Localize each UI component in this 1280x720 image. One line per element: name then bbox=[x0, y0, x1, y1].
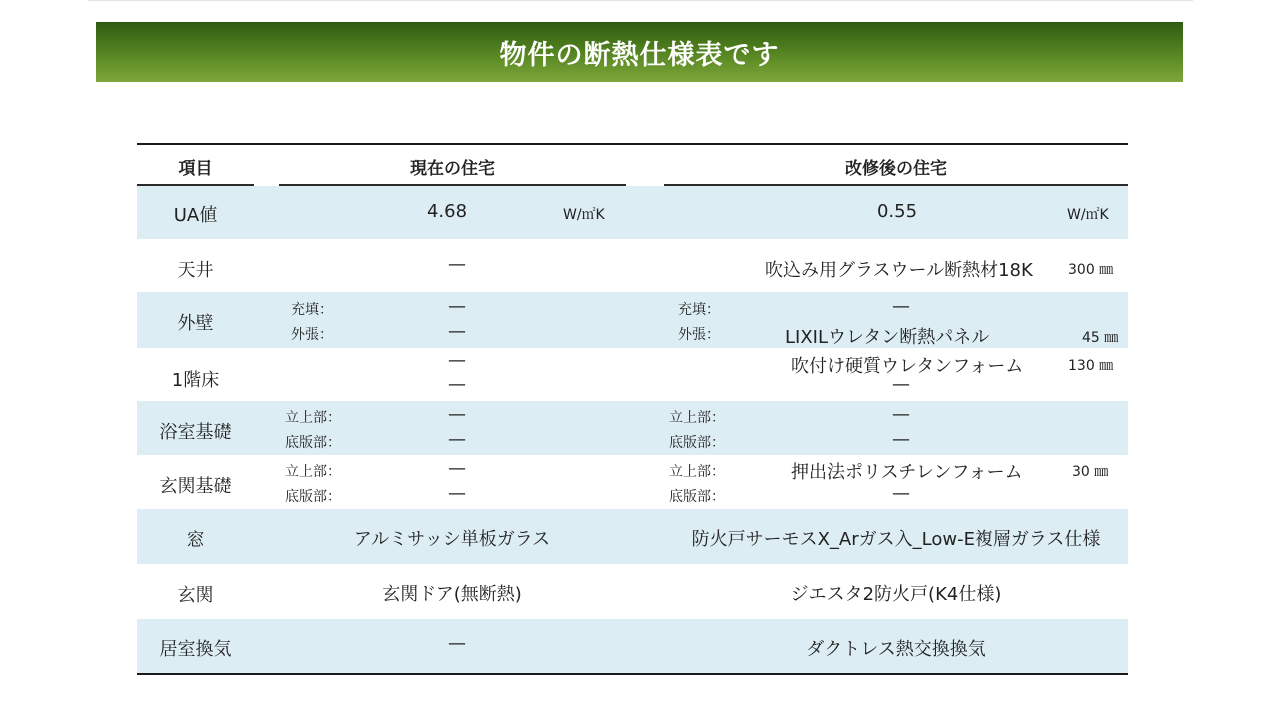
bath-rise-label: 立上部： bbox=[285, 410, 341, 426]
wall-ext-label-new: 外張： bbox=[678, 327, 720, 343]
table-row-entrance-foundation bbox=[137, 455, 1128, 509]
new-floor-2: — bbox=[892, 374, 910, 395]
current-wall-fill: — bbox=[448, 296, 466, 317]
current-wall-ext: — bbox=[448, 321, 466, 342]
current-floor-2: — bbox=[448, 374, 466, 395]
new-wall-unit: 45 ㎜ bbox=[1082, 330, 1119, 346]
row-label: 玄関基礎 bbox=[159, 476, 232, 497]
table-row-ceiling bbox=[137, 239, 1128, 292]
entrance-rise-label-new: 立上部： bbox=[669, 464, 725, 480]
header-current: 現在の住宅 bbox=[410, 158, 495, 179]
new-entrance-rise: 押出法ポリスチレンフォーム bbox=[791, 462, 1023, 483]
bath-base-label: 底版部： bbox=[285, 435, 341, 451]
row-label: 窓 bbox=[186, 530, 205, 551]
row-label: 居室換気 bbox=[159, 639, 232, 660]
page-title: 物件の断熱仕様表です bbox=[499, 39, 780, 71]
table-row-bath-foundation bbox=[137, 401, 1128, 455]
header-renovated: 改修後の住宅 bbox=[845, 158, 947, 179]
table-row-ua bbox=[137, 186, 1128, 239]
entrance-base-label-new: 底版部： bbox=[669, 489, 725, 505]
current-bath-base: — bbox=[448, 429, 466, 450]
new-ua-value: 0.55 bbox=[876, 201, 918, 222]
row-label: 外壁 bbox=[177, 313, 214, 334]
new-entrance-unit: 30 ㎜ bbox=[1072, 464, 1109, 480]
entrance-rise-label: 立上部： bbox=[285, 464, 341, 480]
table-row-door bbox=[137, 564, 1128, 619]
new-ceiling-unit: 300 ㎜ bbox=[1068, 262, 1114, 278]
bath-rise-label-new: 立上部： bbox=[669, 410, 725, 426]
new-wall-ext: LIXILウレタン断熱パネル bbox=[785, 327, 990, 348]
current-ua-unit: W/㎡K bbox=[563, 207, 605, 223]
current-entrance-rise: — bbox=[448, 458, 466, 479]
row-label: 天井 bbox=[177, 260, 214, 281]
new-bath-base: — bbox=[892, 429, 910, 450]
table-bottom-rule bbox=[137, 673, 1128, 675]
current-ua-value: 4.68 bbox=[426, 201, 468, 222]
new-bath-rise: — bbox=[892, 404, 910, 425]
new-ceiling: 吹込み用グラスウール断熱材18K bbox=[765, 260, 1033, 281]
new-ventilation: ダクトレス熱交換換気 bbox=[806, 639, 986, 660]
row-label: 玄関 bbox=[177, 585, 214, 606]
table-row-ventilation bbox=[137, 619, 1128, 673]
current-door: 玄関ドア(無断熱) bbox=[382, 584, 522, 605]
current-ventilation: — bbox=[448, 633, 466, 654]
new-door: ジエスタ2防火戸(K4仕様) bbox=[790, 584, 1002, 605]
wall-fill-label-new: 充填： bbox=[678, 302, 720, 318]
new-ua-unit: W/㎡K bbox=[1067, 207, 1109, 223]
wall-ext-label: 外張： bbox=[291, 327, 333, 343]
wall-fill-label: 充填： bbox=[291, 302, 333, 318]
new-window: 防火戸サーモスX_Arガス入_Low-E複層ガラス仕様 bbox=[691, 529, 1101, 550]
row-label: 1階床 bbox=[171, 370, 220, 391]
current-floor-1: — bbox=[448, 350, 466, 371]
new-entrance-base: — bbox=[892, 483, 910, 504]
current-bath-rise: — bbox=[448, 404, 466, 425]
row-label: 浴室基礎 bbox=[159, 422, 232, 443]
row-label: UA値 bbox=[173, 205, 218, 226]
current-window: アルミサッシ単板ガラス bbox=[353, 529, 551, 550]
entrance-base-label: 底版部： bbox=[285, 489, 341, 505]
top-divider bbox=[88, 0, 1193, 1]
table-row-window bbox=[137, 509, 1128, 564]
new-floor-unit: 130 ㎜ bbox=[1068, 358, 1114, 374]
title-banner bbox=[96, 22, 1183, 82]
new-floor: 吹付け硬質ウレタンフォーム bbox=[791, 356, 1024, 377]
table-row-floor bbox=[137, 348, 1128, 401]
new-wall-fill: — bbox=[892, 296, 910, 317]
current-entrance-base: — bbox=[448, 483, 466, 504]
bath-base-label-new: 底版部： bbox=[669, 435, 725, 451]
header-item: 項目 bbox=[178, 158, 213, 179]
current-ceiling: — bbox=[448, 254, 466, 275]
table-row-wall bbox=[137, 292, 1128, 348]
